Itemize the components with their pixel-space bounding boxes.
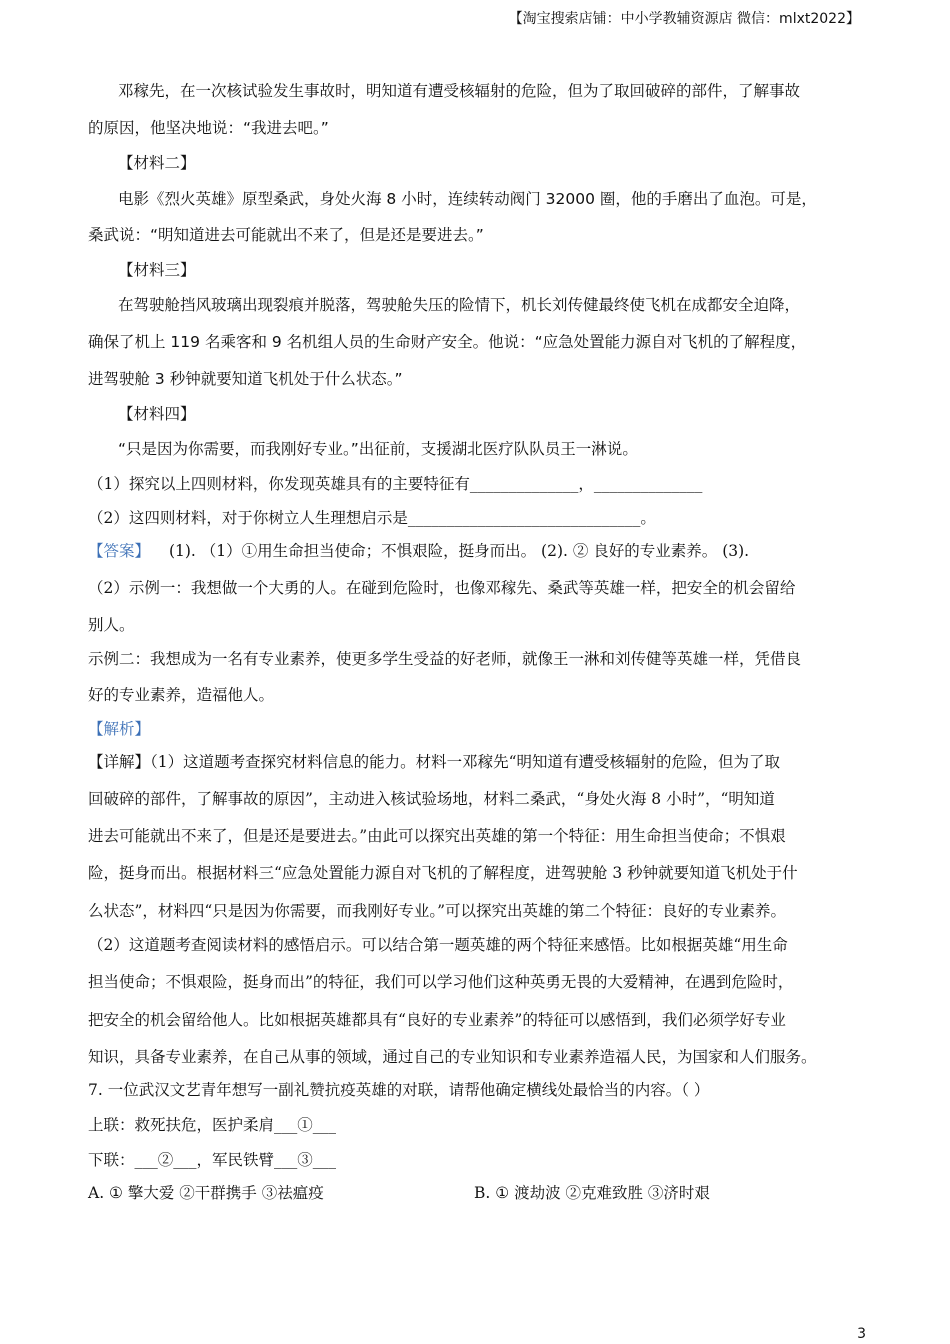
detail-line-5: 么状态”，材料四“只是因为你需要，而我刚好专业。”可以探究出英雄的第二个特征：良好的专业素养。: [88, 902, 787, 920]
material-one-line-1: 邓稼先，在一次核试验发生事故时，明知道有遭受核辐射的危险，但为了取回破碎的部件，了解事故: [118, 82, 801, 100]
answer-example-two-line-2: 好的专业素养，造福他人。: [88, 686, 275, 704]
answer-example-one-line-2: 别人。: [88, 616, 135, 634]
answer-text: (1). （1）①用生命担当使命；不惧艰险，挺身而出。 (2). ② 良好的专业素养。 (3).: [168, 542, 750, 560]
answer-example-two-line-1: 示例二：我想成为一名有专业素养，使更多学生受益的好老师，就像王一淋和刘传健等英雄一样，凭借良: [88, 650, 802, 668]
analysis-tag: 【解析】: [88, 720, 151, 738]
detail-line-2: 回破碎的部件，了解事故的原因”，主动进入核试验场地，材料二桑武，“身处火海 8 小时”，“明知道: [88, 790, 775, 808]
question-part-1: （1）探究以上四则材料，你发现英雄具有的主要特征有______________，______________: [88, 475, 703, 493]
material-three-line-1: 在驾驶舱挡风玻璃出现裂痕并脱落，驾驶舱失压的险情下，机长刘传健最终使飞机在成都安全迫降，: [118, 296, 801, 314]
detail-line-1: 【详解】（1）这道题考查探究材料信息的能力。材料一邓稼先“明知道有遭受核辐射的危险，但为了取: [88, 753, 781, 771]
detail-line-9: 知识，具备专业素养，在自己从事的领域，通过自己的专业知识和专业素养造福人民，为国家和人们服务。: [88, 1048, 817, 1066]
detail-line-3: 进去可能就出不来了，但是还是要进去。”由此可以探究出英雄的第一个特征：用生命担当使命；不惧艰: [88, 827, 786, 845]
material-two-line-2: 桑武说：“明知道进去可能就出不来了，但是还是要进去。”: [88, 226, 484, 244]
detail-line-6: （2）这道题考查阅读材料的感悟启示。可以结合第一题英雄的两个特征来感悟。比如根据英雄“用生命: [88, 936, 788, 954]
question-part-2: （2）这四则材料，对于你树立人生理想启示是______________________________。: [88, 509, 656, 527]
option-b: B. ① 渡劫波 ②克难致胜 ③济时艰: [474, 1184, 710, 1202]
couplet-lower: 下联：___②___，军民铁臂___③___: [88, 1151, 337, 1169]
detail-line-8: 把安全的机会留给他人。比如根据英雄都具有“良好的专业素养”的特征可以感悟到，我们必须学好专业: [88, 1011, 786, 1029]
material-three-line-3: 进驾驶舱 3 秒钟就要知道飞机处于什么状态。”: [88, 370, 403, 388]
question-7-stem: 7. 一位武汉文艺青年想写一副礼赞抗疫英雄的对联，请帮他确定横线处最恰当的内容。（ ）: [88, 1081, 710, 1099]
couplet-upper: 上联：救死扶危，医护柔肩___①___: [88, 1116, 337, 1134]
material-four-line-1: “只是因为你需要，而我刚好专业。”出征前，支援湖北医疗队队员王一淋说。: [118, 440, 638, 458]
answer-line: [88, 540, 868, 562]
page-header: 【淘宝搜索店铺：中小学教辅资源店 微信：mlxt2022】: [508, 11, 860, 27]
material-three-line-2: 确保了机上 119 名乘客和 9 名机组人员的生命财产安全。他说：“应急处置能力源自对飞机的了解程度，: [88, 333, 807, 351]
answer-example-one-line-1: （2）示例一：我想做一个大勇的人。在碰到危险时，也像邓稼先、桑武等英雄一样，把安全的机会留给: [88, 579, 796, 597]
material-two-heading: 【材料二】: [118, 154, 196, 172]
material-two-line-1: 电影《烈火英雄》原型桑武，身处火海 8 小时，连续转动阀门 32000 圈，他的手磨出了血泡。可是，: [118, 190, 817, 208]
option-a: A. ① 擎大爱 ②干群携手 ③祛瘟疫: [88, 1184, 324, 1202]
detail-line-4: 险，挺身而出。根据材料三“应急处置能力源自对飞机的了解程度，进驾驶舱 3 秒钟就要知道飞机处于什: [88, 864, 798, 882]
page-number: 3: [857, 1326, 866, 1342]
material-three-heading: 【材料三】: [118, 261, 196, 279]
material-four-heading: 【材料四】: [118, 405, 196, 423]
detail-line-7: 担当使命；不惧艰险，挺身而出”的特征，我们可以学习他们这种英勇无畏的大爱精神，在遇到危险时，: [88, 973, 794, 991]
material-one-line-2: 的原因，他坚决地说：“我进去吧。”: [88, 119, 329, 137]
answer-tag: 【答案】: [88, 542, 151, 560]
